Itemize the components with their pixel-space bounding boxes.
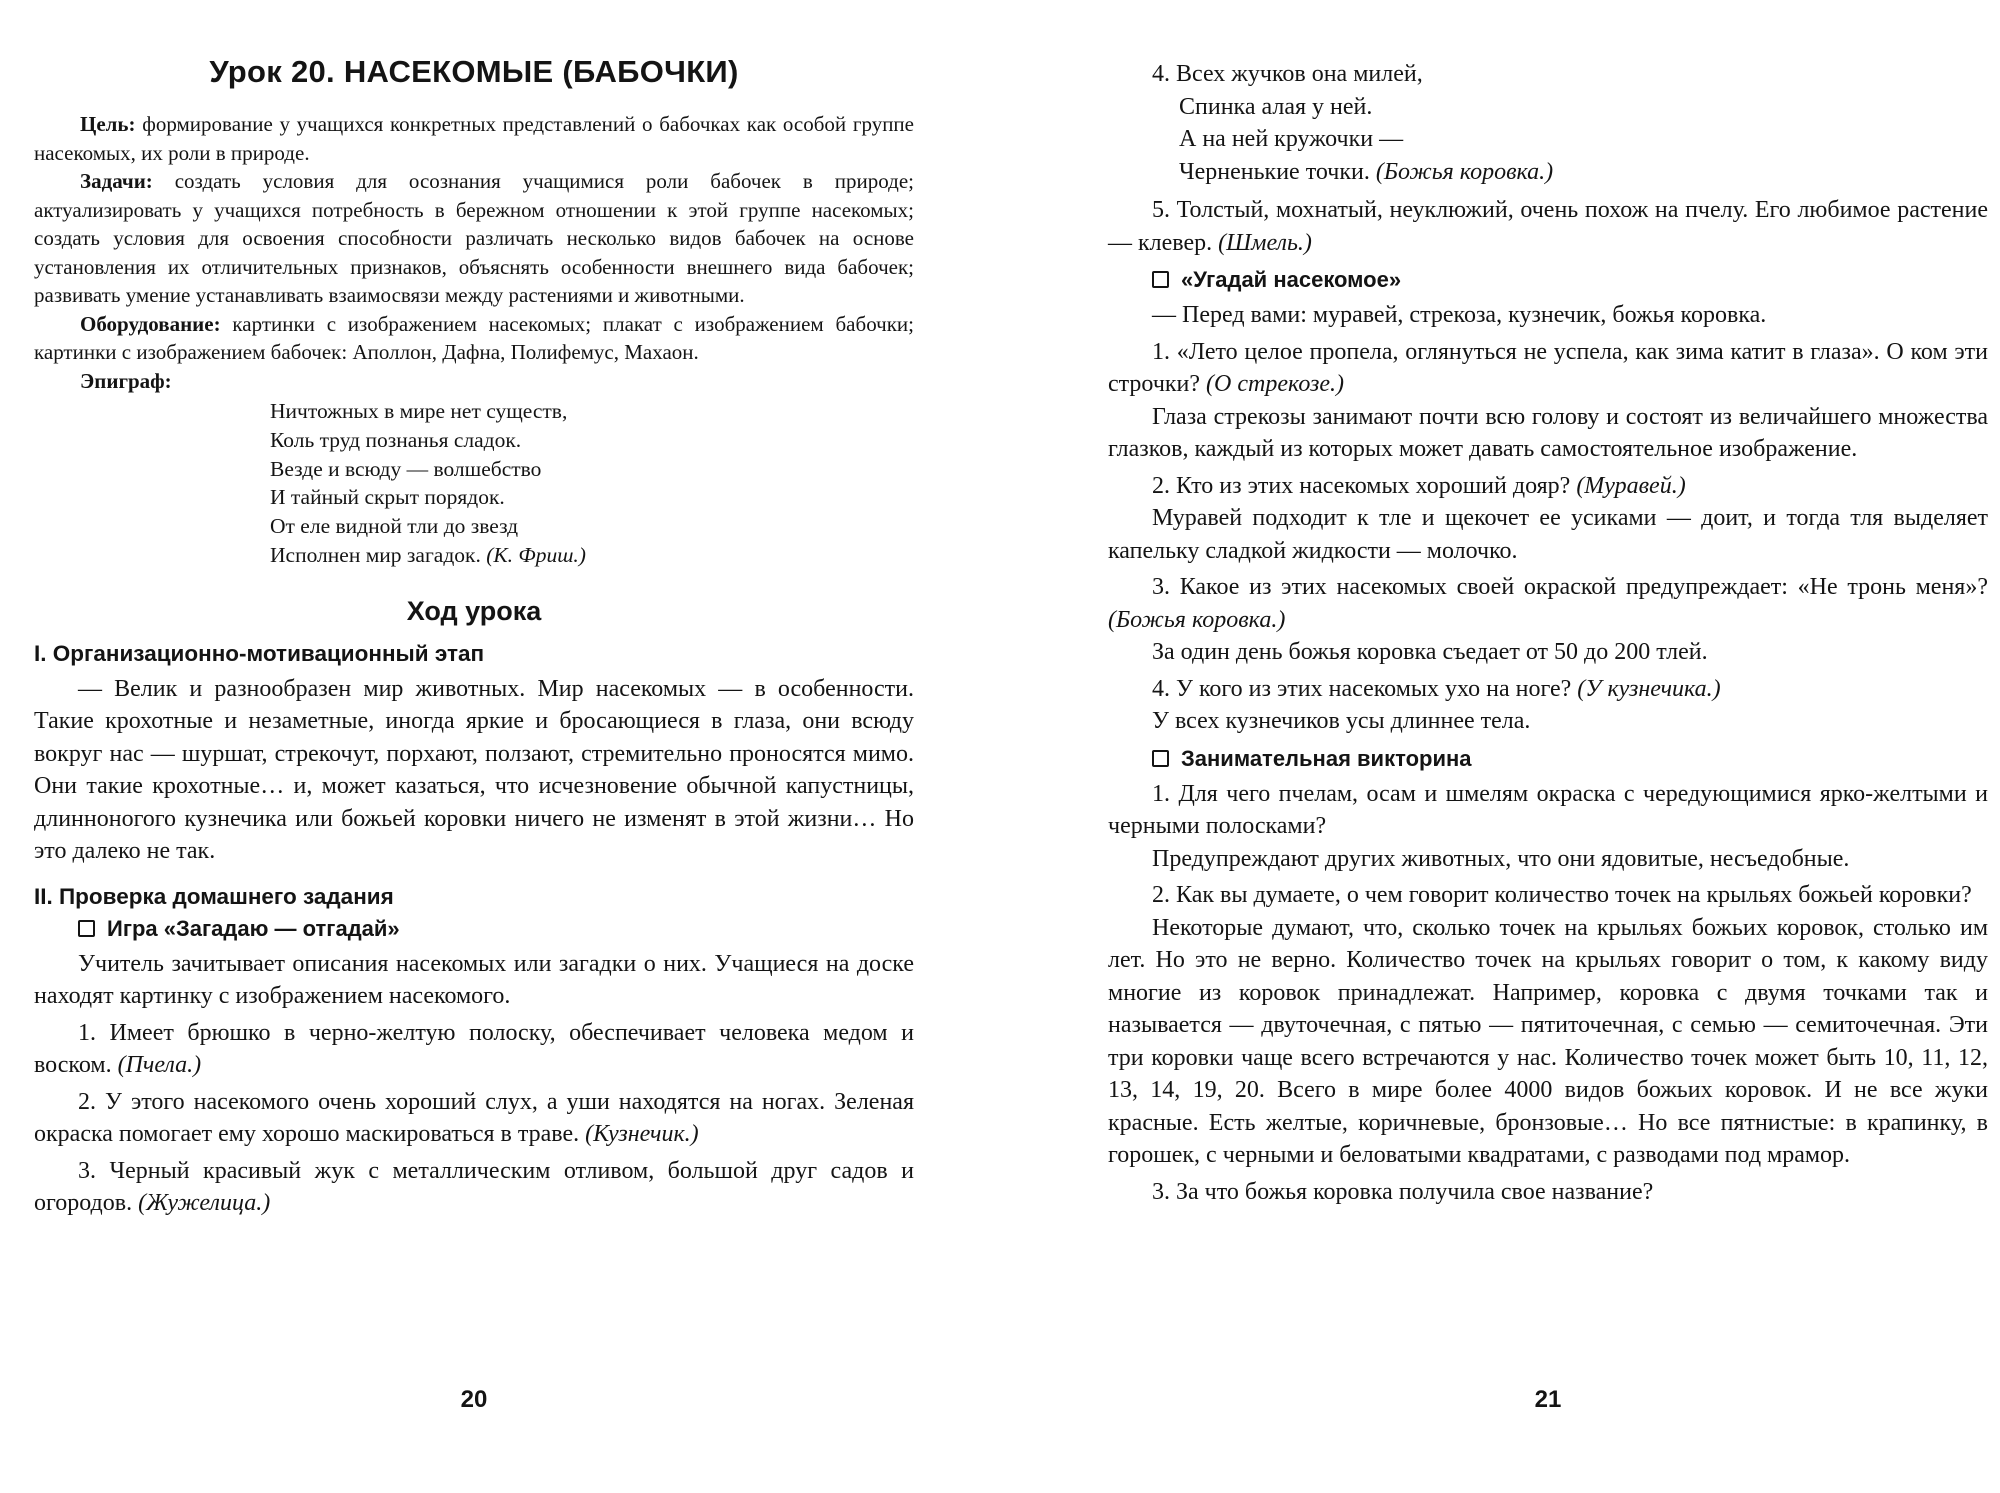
riddle-text: 5. Толстый, мохнатый, неуклюжий, очень похож на пчелу. Его любимое растение — клевер. [1108,197,1988,256]
epigraph-line: Ничтожных в мире нет существ, [270,399,568,423]
epigraph-line: От еле видной тли до звезд [270,514,519,539]
guess-title: «Угадай насекомое» [1181,267,1402,292]
question-answer: (У кузнечика.) [1577,675,1721,702]
goal-paragraph [34,110,914,167]
question-1-fact: Глаза стрекозы занимают почти всю голову и состоят из величайшего множества глазков, каждый из которых может давать самостоятельное изображение. [1108,403,1988,462]
question-text: 1. «Лето целое пропела, оглянуться не успела, как зима катит в глаза». О ком эти строчки? [1108,338,1988,397]
question-2 [1108,470,1988,503]
question-2-fact: Муравей подходит к тле и щекочет ее усиками — доит, и тогда тля выделяет капельку сладкой жидкости — молочко. [1108,505,1988,564]
game-intro: Учитель зачитывает описания насекомых или загадки о них. Учащиеся на доске находят картинку с изображением насекомого. [34,950,914,1010]
riddle-answer: (Пчела.) [117,1052,202,1079]
ladybug-poem [1108,58,1988,188]
question-answer: (Божья коровка.) [1108,606,1286,633]
quiz-heading [1108,746,1988,772]
quiz-answer-2: Некоторые думают, что, сколько точек на крыльях божьих коровок, столько им лет. Но это не верно. Количество точек на крыльях говорит о том, к какому виду многие из коровок принадлежат. Например, коровка с двумя точками так и называется — двуточечная, с пятью — пятиточечная, с семью — семиточечная. Эти три коровки чаще всего встречаются у нас. Количество точек может быть 10, 11, 12, 13, 14, 19, 20. Всего в мире более 4000 видов божьих коровок. И не все жуки красные. Есть желтые, коричневые, бронзовые… Но все пятнистые: в крапинку, в горошек, с черными и беловатыми квадратами, с разводами под мрамор. [1108,914,1988,1168]
poem-line: Спинка алая у ней. [1179,93,1373,120]
question-1 [1108,336,1988,401]
quiz-question-2: 2. Как вы думаете, о чем говорит количество точек на крыльях божьей коровки? [1152,882,1972,908]
riddle-5 [1108,194,1988,259]
epigraph-line: Везде и всюду — волшебство [270,456,542,481]
question-answer: (О стрекозе.) [1206,371,1345,397]
quiz-answer-1: Предупреждают других животных, что они ядовитые, несъедобные. [1152,845,1850,872]
epigraph-line: Коль труд познанья сладок. [270,427,522,452]
page-number-right: 21 [1534,1386,1562,1413]
poem-line: Черненькие точки. [1179,158,1376,185]
question-text: 2. Кто из этих насекомых хороший дояр? [1152,472,1577,499]
quiz-question-3: 3. За что божья коровка получила свое название? [1152,1178,1654,1205]
section1-title: I. Организационно-мотивационный этап [34,640,485,666]
question-4-fact: У всех кузнечиков усы длиннее тела. [1152,708,1531,734]
equipment-label: Оборудование: [80,311,221,336]
game-heading [34,916,914,942]
quiz-title: Занимательная викторина [1181,745,1472,771]
riddle-2 [34,1086,914,1151]
goal-label: Цель: [80,112,136,136]
riddle-answer: (Шмель.) [1218,229,1312,256]
game-title: Игра «Загадаю — отгадай» [107,915,400,941]
guess-heading [1108,267,1988,293]
riddle-text: 3. Черный красивый жук с металлическим отливом, большой друг садов и огородов. [34,1157,914,1217]
equipment-paragraph [34,310,914,367]
question-3-fact: За один день божья коровка съедает от 50 до 200 тлей. [1152,639,1708,665]
question-4 [1108,673,1988,706]
tasks-text: создать условия для осознания учащимися роли бабочек в природе; актуализировать у учащихся потребность в бережном отношении к этой группе насекомых; создать условия для освоения способности различать несколько видов бабочек на основе установления их отличительных признаков, объяснять особенности внешнего вида бабочек; развивать умение устанавливать взаимосвязи между растениями и животными. [34,169,914,307]
page-left [34,0,914,1493]
epigraph-line: Исполнен мир загадок. [270,542,481,567]
riddle-answer: (Кузнечик.) [585,1121,699,1148]
epigraph-cite: (К. Фриш.) [486,542,586,567]
epigraph-last-line [270,541,914,570]
question-answer: (Муравей.) [1576,472,1686,499]
course-title: Ход урока [406,595,542,626]
question-text: 3. Какое из этих насекомых своей окраской предупреждает: «Не тронь меня»? [1152,574,1988,600]
checkbox-bullet-icon [78,920,95,937]
section2-title: II. Проверка домашнего задания [34,883,394,909]
riddle-text: 2. У этого насекомого очень хороший слух, а уши находятся на ногах. Зеленая окраска помогает ему хорошо маскироваться в траве. [34,1088,914,1148]
tasks-paragraph [34,167,914,310]
poem-line: А на ней кружочки — [1179,126,1404,152]
lesson-header [34,110,914,570]
epigraph [270,397,914,570]
tasks-label: Задачи: [80,169,153,193]
epigraph-label: Эпиграф: [80,368,172,393]
checkbox-bullet-icon [1152,750,1169,767]
riddle-1 [34,1017,914,1082]
riddle-3 [34,1155,914,1220]
question-text: 4. У кого из этих насекомых ухо на ноге? [1152,675,1578,702]
riddle-text: 1. Имеет брюшко в черно-желтую полоску, обеспечивает человека медом и воском. [34,1019,914,1079]
epigraph-line: И тайный скрыт порядок. [270,485,505,510]
checkbox-bullet-icon [1152,271,1169,288]
equipment-text: картинки с изображением насекомых; плакат с изображением бабочки; картинки с изображением бабочек: Аполлон, Дафна, Полифемус, Махаон. [34,311,914,364]
lesson-title: Урок 20. НАСЕКОМЫЕ (БАБОЧКИ) [209,54,739,89]
question-3 [1108,571,1988,636]
page-right [1108,0,1988,1493]
quiz-question-1: 1. Для чего пчелам, осам и шмелям окраска с чередующимися ярко-желтыми и черными полосками? [1108,780,1988,839]
guess-intro: — Перед вами: муравей, стрекоза, кузнечик, божья коровка. [1152,302,1767,328]
poem-answer: (Божья коровка.) [1375,158,1554,185]
riddle-answer: (Жужелица.) [138,1190,271,1217]
page-number-left: 20 [460,1386,488,1413]
goal-text: формирование у учащихся конкретных представлений о бабочках как особой группе насекомых, их роли в природе. [34,112,914,165]
poem-line: 4. Всех жучков она милей, [1152,61,1423,87]
poem-last-line [1108,156,1988,189]
section1-text: — Велик и разнообразен мир животных. Мир насекомых — в особенности. Такие крохотные и незаметные, иногда яркие и бросающиеся в глаза, они всюду вокруг нас — шуршат, стрекочут, порхают, ползают, стремительно проносятся мимо. Они такие крохотные… и, может казаться, что исчезновение обычной капустницы, длинноногого кузнечика или божьей коровки ничего не изменят в этой жизни… Но это далеко не так. [34,675,914,865]
